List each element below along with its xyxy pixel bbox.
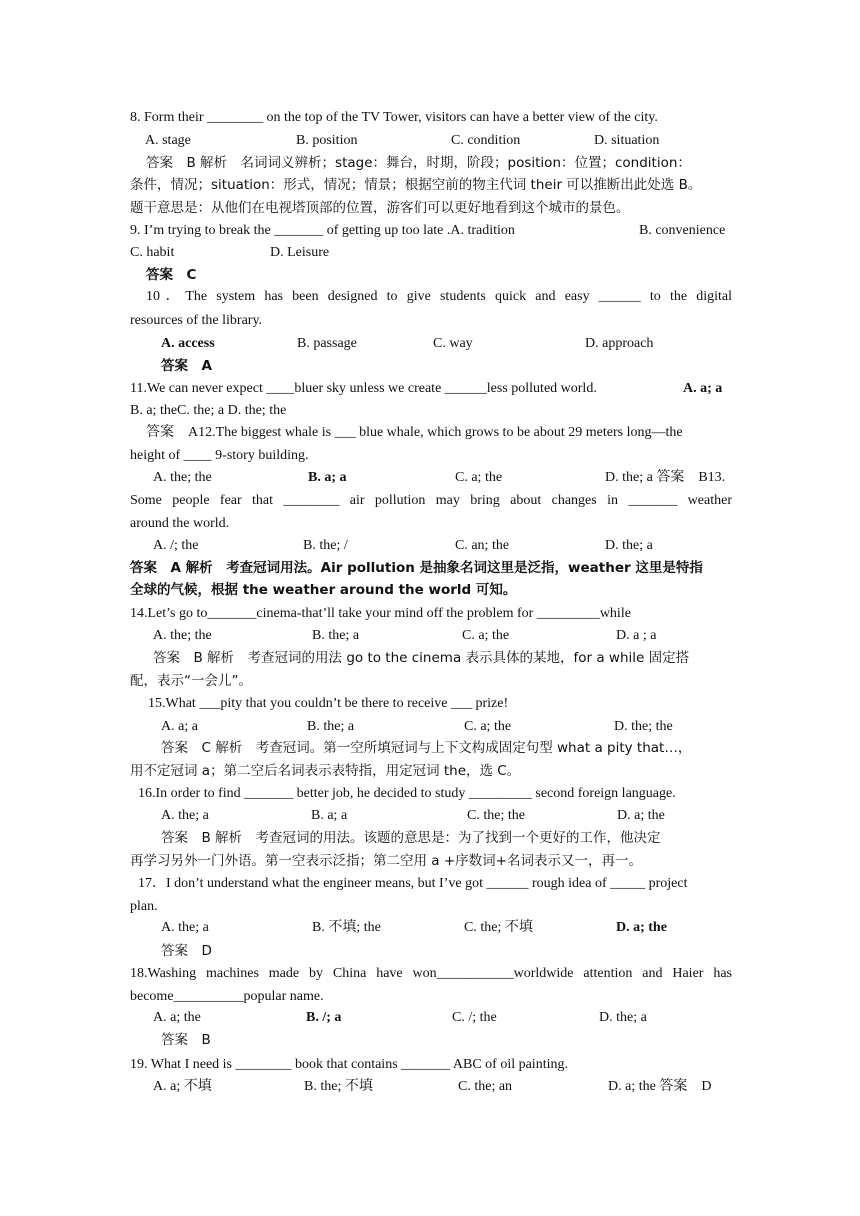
question-13-options (0, 536, 860, 556)
q16-option-a: A. the; a (161, 808, 209, 823)
question-12-options (0, 468, 860, 488)
q11-stem: 11.We can never expect ____bluer sky unless we create ______less polluted world. (130, 381, 597, 396)
q12-option-a: A. the; the (153, 470, 212, 485)
q12-option-d: D. the; a 答案 B13. (605, 470, 726, 485)
question-18-options (0, 1008, 860, 1028)
question-12-line2: height of ____ 9-story building. (130, 448, 309, 463)
q14-option-d: D. a ; a (616, 628, 657, 643)
q13-explanation-line2: 全球的气候，根据 the weather around the world 可知。 (130, 582, 517, 598)
q15-option-b: B. the; a (307, 719, 355, 734)
q17-option-a: A. the; a (161, 920, 209, 935)
q13-explanation-line1: 答案 A 解析 考查冠词用法。Air pollution 是抽象名词这里是泛指，weather 这里是特指 (130, 560, 703, 576)
question-15-stem: 15.What ___pity that you couldn’t be there to receive ___ prize! (148, 696, 509, 711)
question-14-stem: 14.Let’s go to_______cinema-that’ll take your mind off the problem for _________while (130, 606, 631, 621)
q8-option-a: A. stage (145, 133, 191, 148)
q13-option-c: C. an; the (455, 538, 510, 553)
question-17-line2: plan. (130, 899, 158, 914)
question-11-line1 (0, 379, 860, 399)
q12-option-c: C. a; the (455, 470, 503, 485)
q10-option-a: A. access (161, 336, 215, 351)
q8-option-c: C. condition (451, 133, 521, 148)
q13-option-b: B. the; / (303, 538, 348, 553)
q13-option-d: D. the; a (605, 538, 653, 553)
question-14-options (0, 626, 860, 646)
q18-option-b: B. /; a (306, 1010, 342, 1025)
q17-answer: 答案 D (161, 943, 212, 959)
q8-explanation-line3: 题干意思是：从他们在电视塔顶部的位置，游客们可以更好地看到这个城市的景色。 (130, 200, 630, 216)
q9-stem: 9. I’m trying to break the _______ of getting up too late .A. tradition (130, 223, 515, 238)
q16-explanation-line1: 答案 B 解析 考查冠词的用法。该题的意思是：为了找到一个更好的工作，他决定 (161, 830, 661, 846)
q16-option-b: B. a; a (311, 808, 348, 823)
question-11-line2: B. a; theC. the; a D. the; the (130, 403, 287, 418)
question-10-options (0, 334, 860, 354)
q16-option-c: C. the; the (467, 808, 525, 823)
q9-answer: 答案 C (146, 267, 197, 283)
question-18-line1: 18.Washing machines made by China have won___________worldwide attention and Haier has (130, 966, 732, 981)
q14-option-b: B. the; a (312, 628, 360, 643)
question-19-stem: 19. What I need is ________ book that contains _______ ABC of oil painting. (130, 1057, 568, 1072)
q9-option-d: D. Leisure (270, 245, 330, 260)
q14-explanation-line2: 配，表示“一会儿”。 (130, 673, 252, 689)
q14-explanation-line1: 答案 B 解析 考查冠词的用法 go to the cinema 表示具体的某地，for a while 固定搭 (153, 650, 690, 666)
q17-option-d: D. a; the (616, 920, 667, 935)
question-9-options (0, 243, 860, 263)
q15-explanation-line2: 用不定冠词 a；第二空后名词表示表特指，用定冠词 the，选 C。 (130, 763, 521, 779)
q8-option-b: B. position (296, 133, 358, 148)
question-19-options (0, 1077, 860, 1097)
q17-option-c: C. the; 不填 (464, 920, 533, 935)
q10-option-b: B. passage (297, 336, 357, 351)
q13-option-a: A. /; the (153, 538, 199, 553)
question-18-line2: become__________popular name. (130, 989, 324, 1004)
q14-option-c: C. a; the (462, 628, 510, 643)
q8-explanation-line2: 条件，情况；situation：形式，情况；情景；根据空前的物主代词 their 可以推断出此处选 B。 (130, 177, 702, 193)
q19-option-c: C. the; an (458, 1079, 513, 1094)
q10-option-c: C. way (433, 336, 473, 351)
q18-option-a: A. a; the (153, 1010, 201, 1025)
question-16-options (0, 806, 860, 826)
q15-option-a: A. a; a (161, 719, 198, 734)
q19-option-a: A. a; 不填 (153, 1079, 212, 1094)
q14-option-a: A. the; the (153, 628, 212, 643)
question-17-line1: 17．I don’t understand what the engineer means, but I’ve got ______ rough idea of _____ project (138, 876, 688, 891)
q18-answer: 答案 B (161, 1032, 211, 1048)
q10-answer: 答案 A (161, 358, 212, 374)
q15-explanation-line1: 答案 C 解析 考查冠词。第一空所填冠词与上下文构成固定句型 what a pity that…， (161, 740, 692, 756)
question-15-options (0, 717, 860, 737)
question-10-line2: resources of the library. (130, 313, 263, 328)
question-12-line1: 答案 A12.The biggest whale is ___ blue whale, which grows to be about 29 meters long—the (146, 425, 683, 440)
question-13-line2: around the world. (130, 516, 230, 531)
q11-option-a: A. a; a (683, 381, 723, 396)
q16-option-d: D. a; the (617, 808, 665, 823)
q15-option-c: C. a; the (464, 719, 512, 734)
q16-explanation-line2: 再学习另外一门外语。第一空表示泛指；第二空用 a +序数词+名词表示又一，再一。 (130, 853, 642, 869)
q8-option-d: D. situation (594, 133, 660, 148)
question-8-options (0, 131, 860, 151)
q19-option-b: B. the; 不填 (304, 1079, 373, 1094)
q10-option-d: D. approach (585, 336, 654, 351)
q8-explanation-line1: 答案 B 解析 名词词义辨析；stage：舞台，时期，阶段；position：位置；condition： (146, 155, 691, 171)
question-13-line1: Some people fear that ________ air pollution may bring about changes in _______ weather (130, 493, 732, 508)
question-17-options (0, 918, 860, 938)
question-8-stem: 8. Form their ________ on the top of the TV Tower, visitors can have a better view of the city. (130, 110, 658, 125)
q12-option-b: B. a; a (308, 470, 347, 485)
q9-option-c: C. habit (130, 245, 175, 260)
question-16-stem: 16.In order to find _______ better job, he decided to study _________ second foreign language. (138, 786, 676, 801)
q17-option-b: B. 不填; the (312, 920, 381, 935)
question-10-line1: 10．The system has been designed to give students quick and easy ______ to the digital (146, 289, 732, 304)
q9-option-b: B. convenience (639, 223, 726, 238)
q18-option-d: D. the; a (599, 1010, 647, 1025)
q18-option-c: C. /; the (452, 1010, 497, 1025)
q15-option-d: D. the; the (614, 719, 673, 734)
q19-option-d: D. a; the 答案 D (608, 1079, 712, 1094)
question-9-line1 (0, 221, 860, 241)
